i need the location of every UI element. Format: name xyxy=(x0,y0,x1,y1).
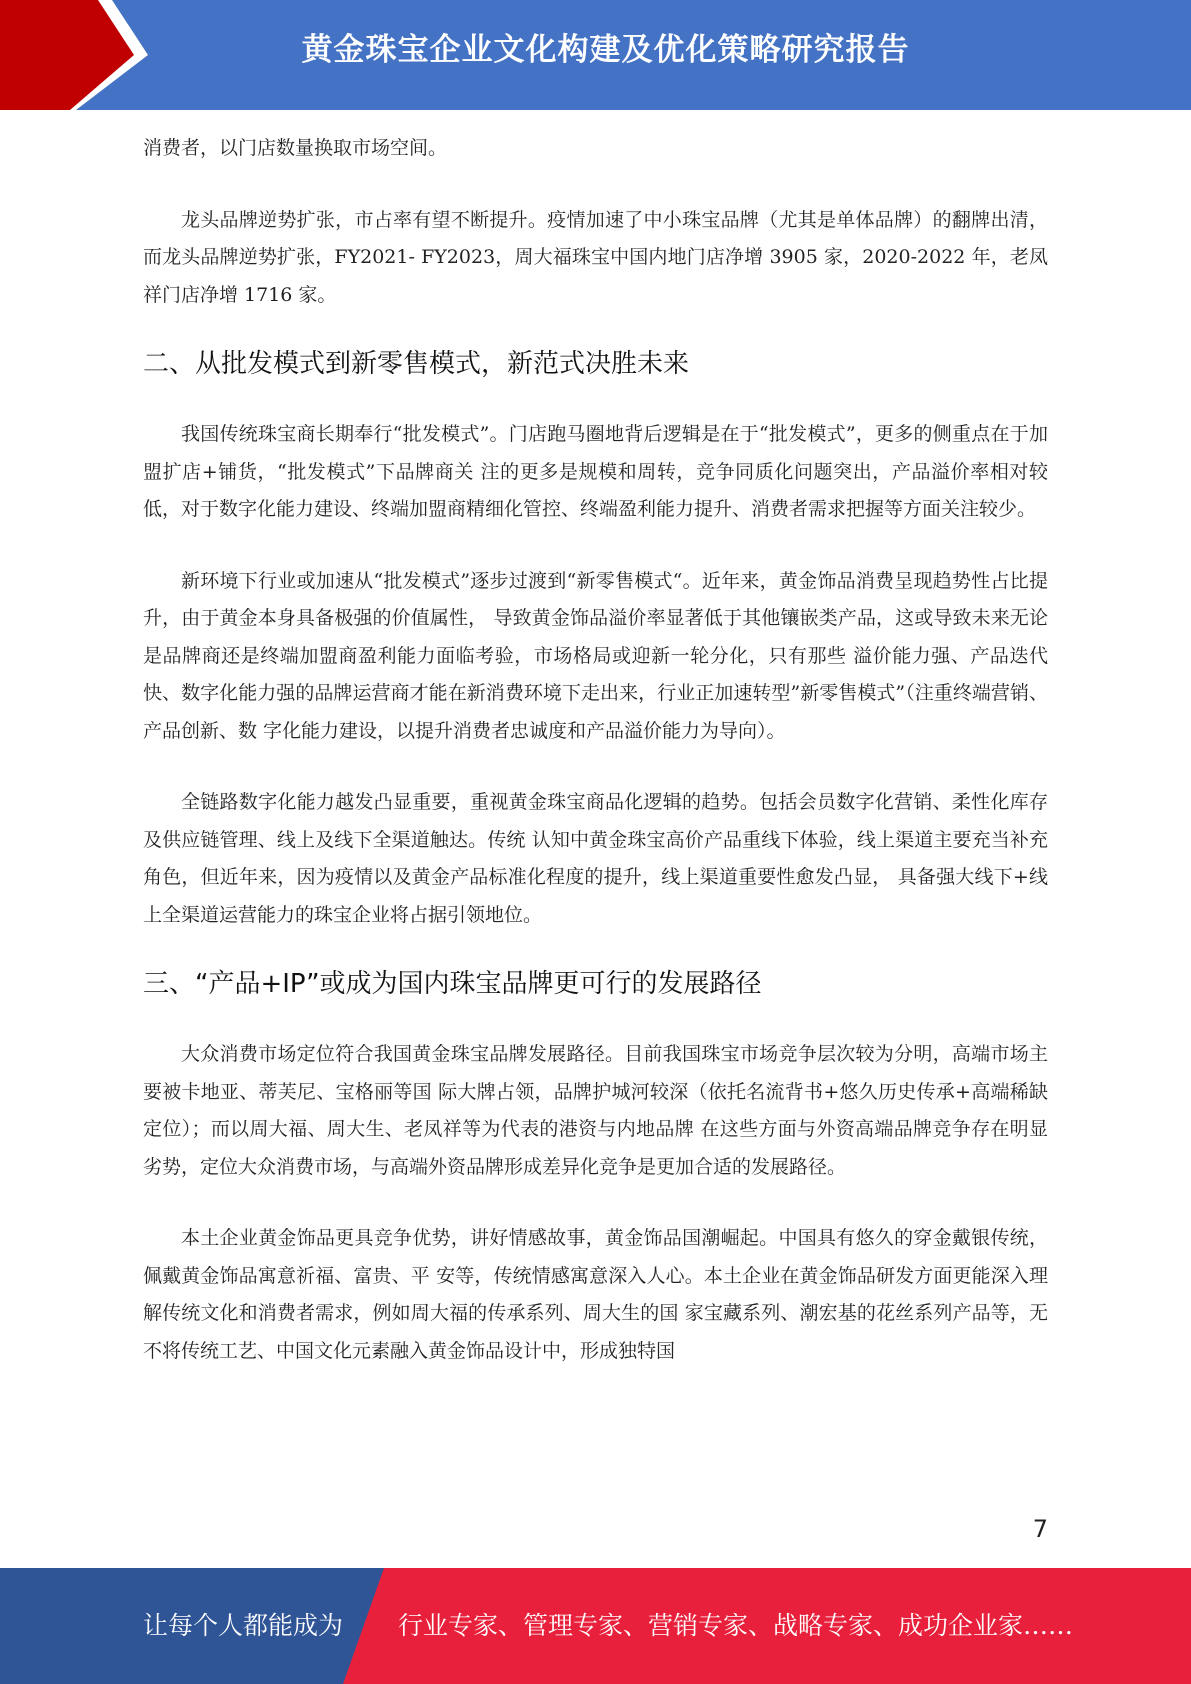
body-paragraph: 龙头品牌逆势扩张，市占率有望不断提升。疫情加速了中小珠宝品牌（尤其是单体品牌）的翻牌出清，而龙头品牌逆势扩张，FY2021- FY2023，周大福珠宝中国内地门店净增 3905 家，2020-2022 年，老凤祥门店净增 1716 家。 xyxy=(143,208,1048,306)
report-title: 黄金珠宝企业文化构建及优化策略研究报告 xyxy=(301,32,910,68)
footer-slogan-left: 让每个人都能成为 xyxy=(143,1611,344,1640)
body-paragraph: 新环境下行业或加速从“批发模式”逐步过渡到“新零售模式“。近年来，黄金饰品消费呈现趋势性占比提升，由于黄金本身具备极强的价值属性， 导致黄金饰品溢价率显著低于其他镶嵌类产品，这或导致未来无论是品牌商还是终端加盟商盈利能力面临考验，市场格局或迎新一轮分化，只有那些 溢价能力强、产品迭代快、数字化能力强的品牌运营商才能在新消费环境下走出来，行业正加速转型”新零售模式”（注重终端营销、产品创新、数 字化能力建设，以提升消费者忠诚度和产品溢价能力为导向）。 xyxy=(143,569,1048,742)
footer-slogan-right: 行业专家、管理专家、营销专家、战略专家、成功企业家…… xyxy=(398,1611,1074,1640)
body-paragraph: 本土企业黄金饰品更具竞争优势，讲好情感故事，黄金饰品国潮崛起。中国具有悠久的穿金戴银传统，佩戴黄金饰品寓意祈福、富贵、平 安等，传统情感寓意深入人心。本土企业在黄金饰品研发方面更能深入理解传统文化和消费者需求，例如周大福的传承系列、周大生的国 家宝藏系列、潮宏基的花丝系列产品等，无不将传统工艺、中国文化元素融入黄金饰品设计中，形成独特国 xyxy=(143,1227,1048,1362)
section-heading: 二、从批发模式到新零售模式，新范式决胜未来 xyxy=(143,349,690,379)
page-footer xyxy=(0,1568,1191,1684)
body-paragraph: 消费者，以门店数量换取市场空间。 xyxy=(143,137,448,159)
document-body xyxy=(143,130,1048,1370)
page-header xyxy=(0,0,1191,110)
body-paragraph: 我国传统珠宝商长期奉行“批发模式”。门店跑马圈地背后逻辑是在于“批发模式”，更多的侧重点在于加盟扩店+铺货，“批发模式”下品牌商关 注的更多是规模和周转，竞争同质化问题突出，产品溢价率相对较低，对于数字化能力建设、终端加盟商精细化管控、终端盈利能力提升、消费者需求把握等方面关注较少。 xyxy=(143,423,1048,520)
page-number: 7 xyxy=(1032,1515,1048,1543)
body-paragraph: 全链路数字化能力越发凸显重要，重视黄金珠宝商品化逻辑的趋势。包括会员数字化营销、柔性化库存及供应链管理、线上及线下全渠道触达。传统 认知中黄金珠宝高价产品重线下体验，线上渠道主要充当补充角色，但近年来，因为疫情以及黄金产品标准化程度的提升，线上渠道重要性愈发凸显， 具备强大线下+线上全渠道运营能力的珠宝企业将占据引领地位。 xyxy=(143,791,1048,926)
section-heading: 三、“产品+IP”或成为国内珠宝品牌更可行的发展路径 xyxy=(143,969,762,999)
body-paragraph: 大众消费市场定位符合我国黄金珠宝品牌发展路径。目前我国珠宝市场竞争层次较为分明，高端市场主要被卡地亚、蒂芙尼、宝格丽等国 际大牌占领，品牌护城河较深（依托名流背书+悠久历史传承+高端稀缺定位）；而以周大福、周大生、老凤祥等为代表的港资与内地品牌 在这些方面与外资高端品牌竞争存在明显劣势，定位大众消费市场，与高端外资品牌形成差异化竞争是更加合适的发展路径。 xyxy=(143,1043,1048,1178)
